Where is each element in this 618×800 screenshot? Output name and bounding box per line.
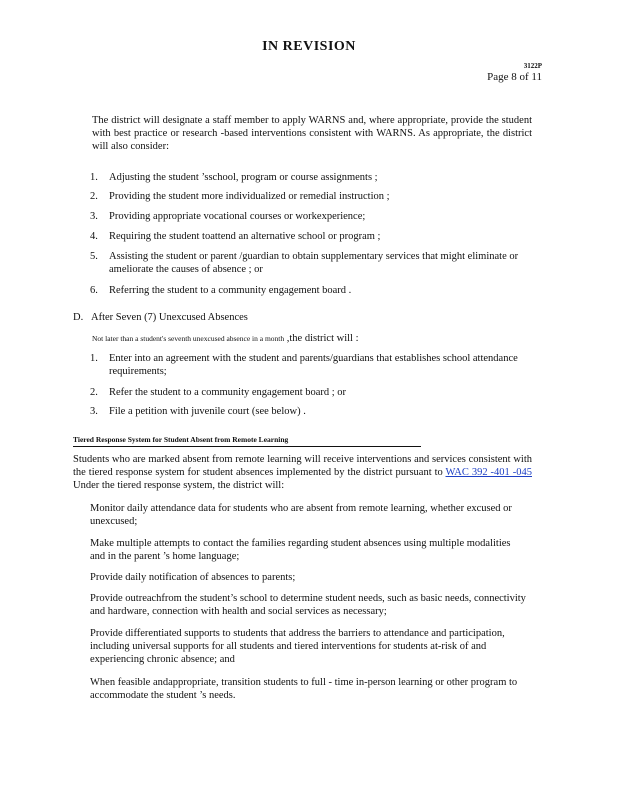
tiered-text-after: Under the tiered response system, the district will: <box>73 480 285 491</box>
intro-paragraph: The district will designate a staff member to apply WARNS and, where appropriate, provide the student with best practice or research -based interventions consistent with WARNS. As appropriate, the district will also consider: <box>92 115 532 152</box>
list-item-text: Provide outreachfrom the student’s school to determine student needs, such as basic needs, connectivity and hardware, connection with health and social services as necessary; <box>90 593 526 617</box>
list-item <box>90 386 530 399</box>
list-number: 1. <box>90 172 98 183</box>
list-item-text: Enter into an agreement with the student and parents/guardians that establishes school attendance requirements; <box>109 353 518 377</box>
lead-rest-text: ,the district will : <box>284 333 359 344</box>
section-d-heading <box>73 311 248 324</box>
tiered-response-heading: Tiered Response System for Student Absent from Remote Learning <box>73 433 421 447</box>
list-item <box>90 171 530 184</box>
list-item <box>90 190 530 203</box>
list-item-text: Providing the student more individualized or remedial instruction ; <box>109 191 390 202</box>
list-number: 4. <box>90 231 98 242</box>
list-item-text: Refer the student to a community engagement board ; or <box>109 387 347 398</box>
list-item <box>90 284 530 297</box>
page-number: Page 8 of 11 <box>487 71 542 83</box>
document-number: 3122P <box>523 62 542 70</box>
list-item-text: File a petition with juvenile court (see below) . <box>109 406 306 417</box>
section-d-lead <box>92 332 532 345</box>
list-number: 6. <box>90 285 98 296</box>
list-item-text: Requiring the student toattend an alternative school or program ; <box>109 231 381 242</box>
section-letter: D. <box>73 312 84 323</box>
tiered-paragraph <box>73 453 532 492</box>
list-item-text: Assisting the student or parent /guardian to obtain supplementary services that might eliminate or ameliorate the causes of absence ; or <box>109 251 519 275</box>
list-item-text: Provide daily notification of absences to parents; <box>90 572 296 583</box>
list-item <box>73 571 528 584</box>
list-item <box>73 537 528 563</box>
list-item <box>90 230 530 243</box>
list-item-text: When feasible andappropriate, transition students to full - time in-person learning or other program to accommodate the student ’s needs. <box>90 677 518 701</box>
list-number: 3. <box>90 406 98 417</box>
list-number: 2. <box>90 191 98 202</box>
list-item <box>73 627 528 666</box>
list-item <box>73 502 528 528</box>
list-item-text: Provide differentiated supports to students that address the barriers to attendance and participation, including universal supports for all students and tiered interventions for students at-risk of and experiencing chronic absence; and <box>90 628 505 665</box>
list-item-text: Adjusting the student ’sschool, program or course assignments ; <box>109 172 378 183</box>
list-item <box>90 352 530 378</box>
list-item-text: Referring the student to a community engagement board . <box>109 285 352 296</box>
list-number: 1. <box>90 353 98 364</box>
list-item <box>90 250 530 276</box>
lead-small-text: Not later than a student's seventh unexcused absence in a month <box>92 334 285 343</box>
list-item-text: Make multiple attempts to contact the families regarding student absences using multiple modalities and in the parent ’s home language; <box>90 538 511 562</box>
list-item <box>73 676 528 702</box>
list-number: 3. <box>90 211 98 222</box>
wac-link[interactable]: WAC 392 -401 -045 <box>445 467 532 478</box>
tiered-text-before: Students who are marked absent from remote learning will receive interventions and services consistent with the tiered response system for student absences implemented by the district pursuant to <box>73 454 532 478</box>
list-item-text: Monitor daily attendance data for students who are absent from remote learning, whether excused or unexcused; <box>90 503 512 527</box>
list-item-text: Providing appropriate vocational courses or workexperience; <box>109 211 366 222</box>
list-number: 5. <box>90 251 98 262</box>
section-heading-text: After Seven (7) Unexcused Absences <box>91 312 248 323</box>
page-title: IN REVISION <box>262 39 356 54</box>
list-item <box>90 210 530 223</box>
list-item <box>73 592 528 618</box>
list-item <box>90 405 530 418</box>
list-number: 2. <box>90 387 98 398</box>
